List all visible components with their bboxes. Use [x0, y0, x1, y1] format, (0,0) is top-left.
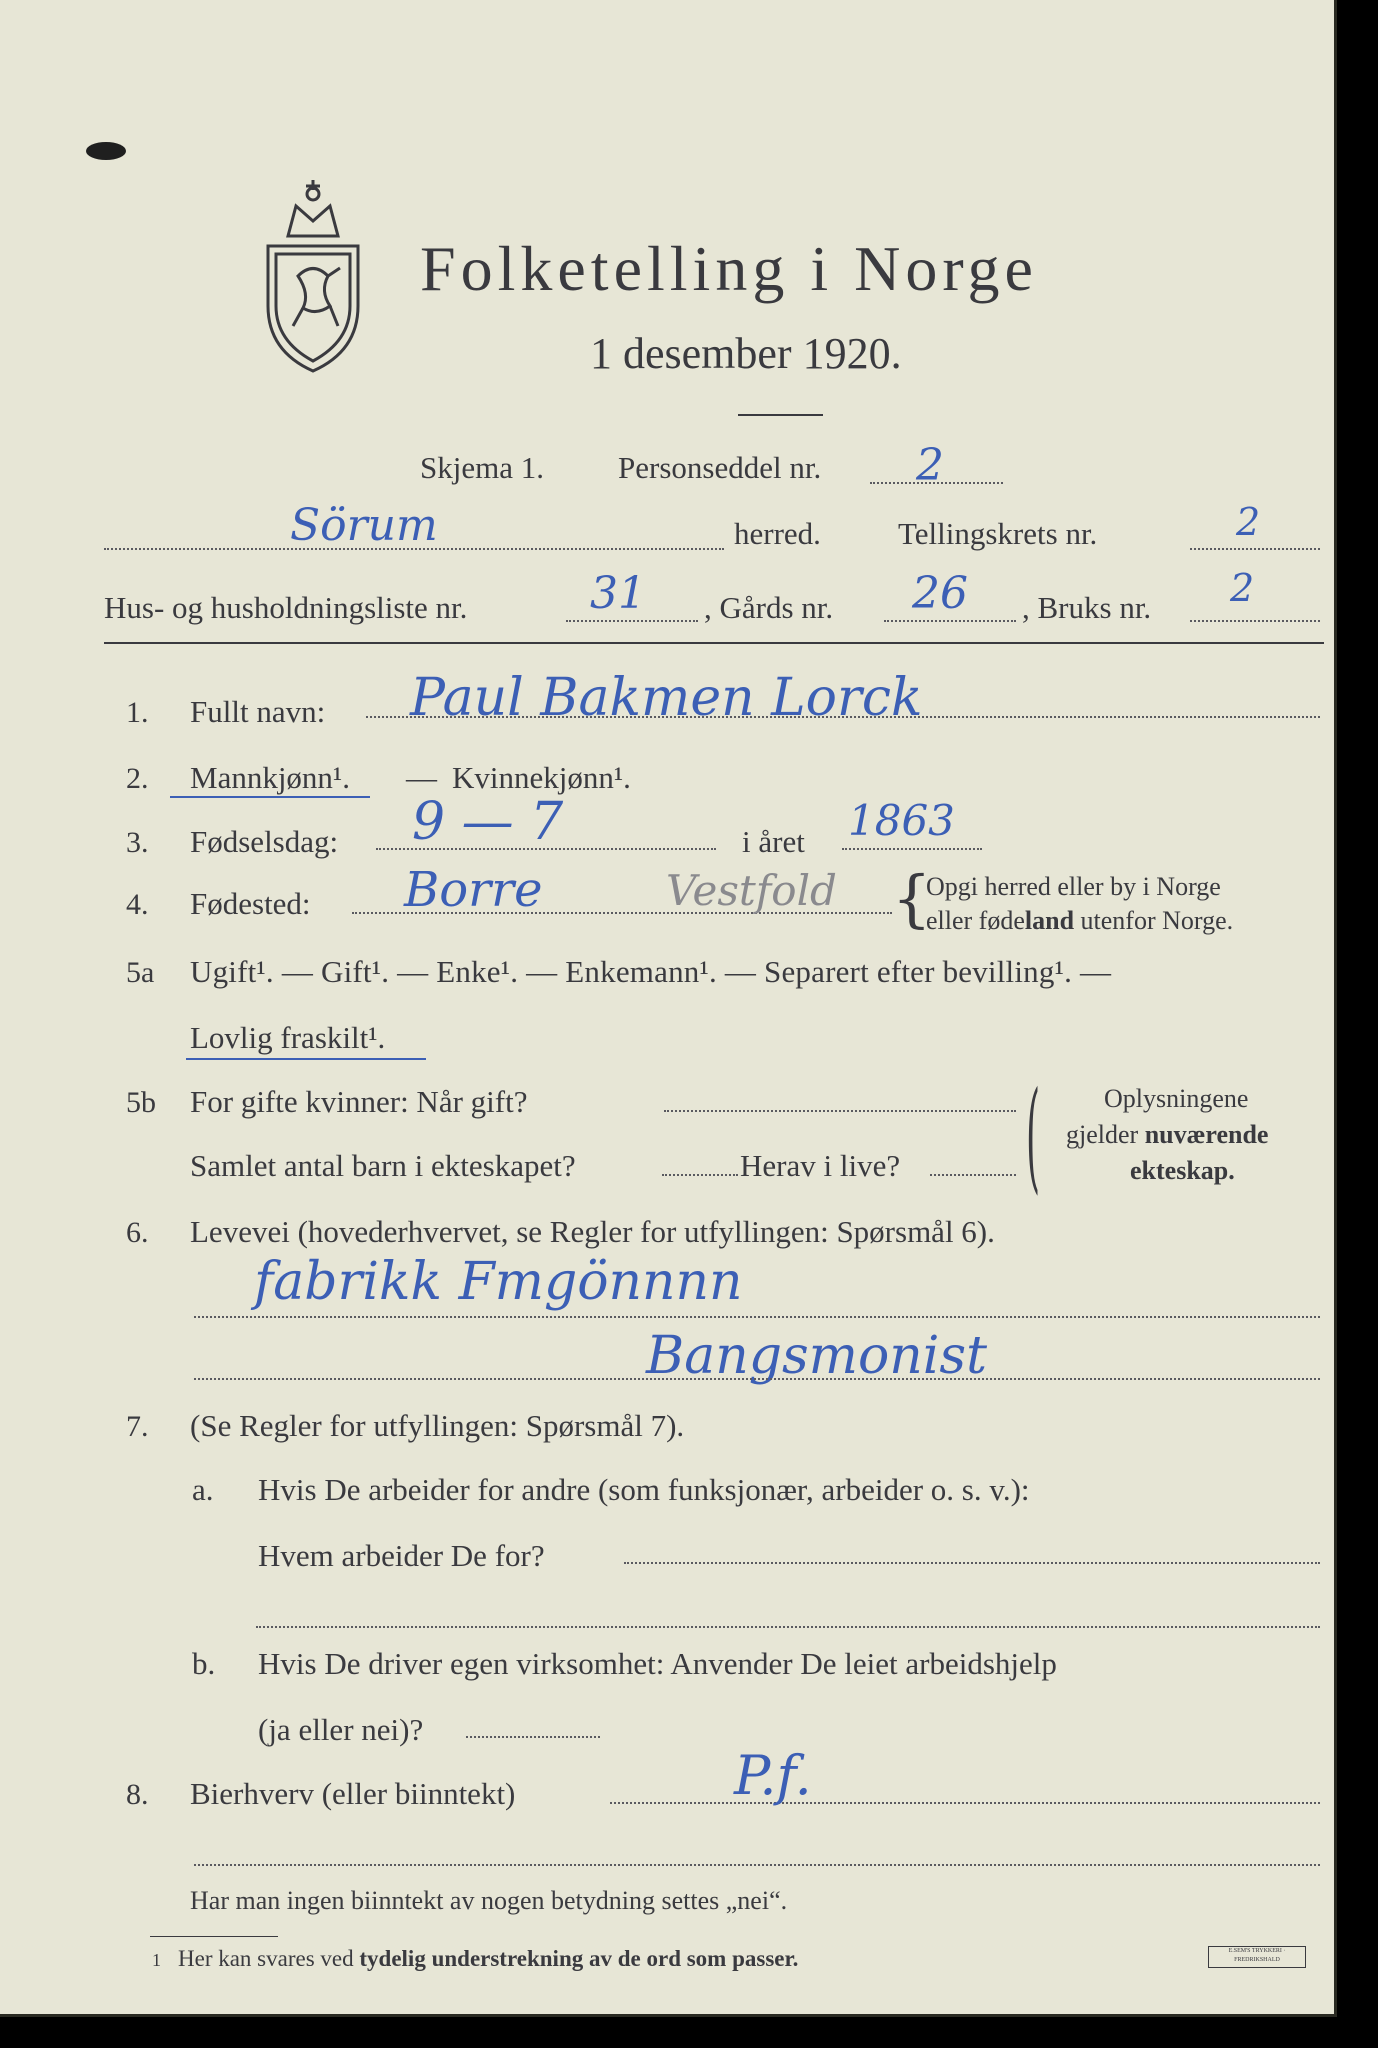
q8-field-line: [610, 1802, 1320, 1804]
q5b-note-line3: ekteskap.: [1130, 1156, 1235, 1185]
q4-note-line1: Opgi herred eller by i Norge: [926, 872, 1221, 901]
title-divider: [738, 414, 823, 416]
q4-note-line2: [926, 906, 1233, 936]
personseddel-value: 2: [916, 440, 944, 491]
q5b-children-label: Samlet antal barn i ekteskapet?: [190, 1148, 576, 1183]
hus-field-line: [566, 620, 698, 622]
q8-number: 8.: [126, 1778, 149, 1811]
q4-number: 4.: [126, 888, 149, 921]
q7b-letter: b.: [192, 1646, 216, 1681]
gards-value: 26: [912, 568, 968, 619]
form-date: 1 desember 1920.: [590, 329, 902, 378]
q3-label: Fødselsdag:: [190, 824, 339, 859]
q4-note-line2-c: utenfor Norge.: [1074, 906, 1234, 935]
q7b-line1: Hvis De driver egen virksomhet: Anvender De leiet arbeidshjelp: [258, 1646, 1057, 1681]
hus-label: Hus- og husholdningsliste nr.: [104, 590, 468, 625]
skjema-label: Skjema 1.: [420, 450, 544, 485]
gards-field-line: [884, 620, 1016, 622]
q5a-divorced-option: Lovlig fraskilt¹.: [190, 1020, 386, 1055]
q4-value: Borre: [404, 862, 543, 918]
q1-number: 1.: [126, 696, 149, 729]
q3-year-field-line: [842, 848, 982, 850]
personseddel-label: Personseddel nr.: [618, 450, 822, 485]
q6-field-line2: [194, 1378, 1320, 1380]
q3-value: 9 — 7: [412, 792, 564, 852]
q6-number: 6.: [126, 1216, 149, 1249]
q4-note-line2-b: land: [1024, 906, 1075, 935]
q5a-divorced-underline: [186, 1058, 426, 1060]
q8-label: Bierhverv (eller biinntekt): [190, 1776, 516, 1811]
q6-value-line1: fabrikk Fmgönnnn: [254, 1252, 743, 1312]
q4-label: Fødested:: [190, 886, 311, 921]
q2-female-option: Kvinnekjønn¹.: [452, 760, 631, 795]
bruks-field-line: [1190, 620, 1320, 622]
q1-value: Paul Bakmen Lorck: [410, 668, 923, 728]
q7a-letter: a.: [192, 1472, 214, 1507]
q5b-note-line2: [1066, 1120, 1268, 1150]
footnote-text: [178, 1946, 798, 1972]
q3-number: 3.: [126, 826, 149, 859]
printer-mark: E.SEM'S TRYKKERI · FREDRIKSHALD: [1208, 1946, 1306, 1968]
tellingskrets-value: 2: [1236, 500, 1261, 544]
q7-number: 7.: [126, 1410, 149, 1443]
q2-number: 2.: [126, 762, 149, 795]
footnote-number: 1: [152, 1950, 161, 1970]
q4-note-brace: {: [892, 862, 932, 935]
q5b-note-line1: Oplysningene: [1104, 1084, 1249, 1113]
q3-year-label: i året: [742, 824, 805, 859]
q2-separator: —: [406, 760, 437, 795]
q5b-number: 5b: [126, 1086, 156, 1119]
hus-value: 31: [590, 568, 646, 619]
footnote-text-a: Her kan svares ved: [178, 1946, 360, 1971]
q3-year-value: 1863: [848, 796, 955, 845]
footnote-divider: [150, 1936, 278, 1937]
herred-value: Sörum: [290, 500, 438, 551]
q1-label: Fullt navn:: [190, 694, 326, 729]
q5a-options: Ugift¹. — Gift¹. — Enke¹. — Enkemann¹. — Separert efter bevilling¹. —: [190, 954, 1112, 989]
tellingskrets-field-line: [1190, 548, 1320, 550]
q5b-note-line2-a: gjelder: [1066, 1120, 1145, 1149]
q6-value-line2: Bangsmonist: [646, 1326, 987, 1386]
q5b-alive-field-line: [930, 1174, 1016, 1176]
herred-label: herred.: [734, 516, 821, 551]
tellingskrets-label: Tellingskrets nr.: [898, 516, 1098, 551]
q7a-field-line1: [624, 1562, 1320, 1564]
header-divider: [104, 642, 1324, 644]
q6-label: Levevei (hovederhvervet, se Regler for utfyllingen: Spørsmål 6).: [190, 1214, 995, 1249]
q5b-alive-label: Herav i live?: [740, 1148, 901, 1183]
bruks-value: 2: [1230, 566, 1255, 610]
coat-of-arms-icon: [258, 176, 368, 376]
q5b-married-when: For gifte kvinner: Når gift?: [190, 1084, 528, 1119]
q7b-field-line: [466, 1736, 600, 1738]
q4-note-line2-a: eller føde: [926, 906, 1025, 935]
q4-value-region: Vestfold: [666, 866, 837, 915]
q5b-children-field-line: [662, 1174, 738, 1176]
q2-male-option: Mannkjønn¹.: [190, 760, 350, 795]
q7a-line1: Hvis De arbeider for andre (som funksjonær, arbeider o. s. v.):: [258, 1472, 1030, 1507]
q8-value: P.f.: [734, 1744, 812, 1807]
footnote-text-b: tydelig understrekning: [359, 1946, 584, 1971]
q7b-line2: (ja eller nei)?: [258, 1712, 424, 1747]
footnote-text-c: av de ord som passer.: [583, 1946, 799, 1971]
q7a-field-line2: [256, 1626, 1320, 1628]
q8-field-line2: [194, 1864, 1320, 1866]
q5b-note-line2-b: nuværende: [1144, 1120, 1269, 1149]
q7-label: (Se Regler for utfyllingen: Spørsmål 7).: [190, 1408, 685, 1443]
form-title: Folketelling i Norge: [420, 233, 1038, 304]
q5b-note-brace: (: [1026, 1067, 1041, 1206]
q5a-number: 5a: [126, 956, 155, 989]
ink-blot: [86, 142, 126, 160]
q2-male-underline: [170, 796, 370, 798]
q5b-married-field-line: [664, 1110, 1016, 1112]
q6-field-line1: [194, 1316, 1320, 1318]
q7a-line2: Hvem arbeider De for?: [258, 1538, 545, 1573]
gards-label: , Gårds nr.: [704, 590, 834, 625]
footer-note: Har man ingen biinntekt av nogen betydning settes „nei“.: [190, 1886, 788, 1915]
bruks-label: , Bruks nr.: [1022, 590, 1152, 625]
